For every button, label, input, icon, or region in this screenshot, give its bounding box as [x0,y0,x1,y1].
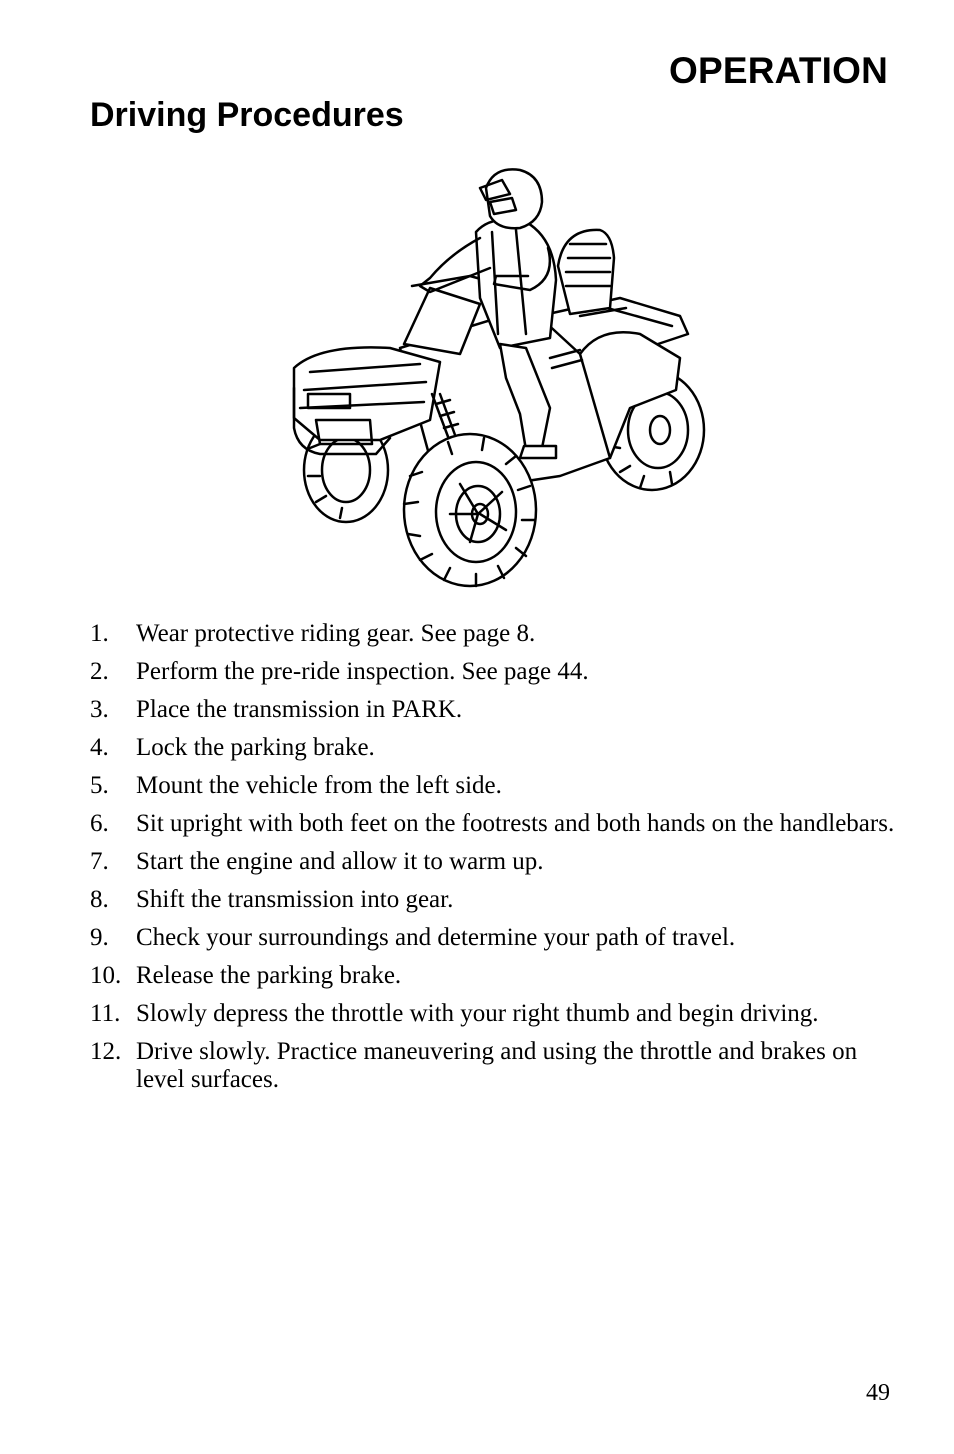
step-number: 8. [90,886,109,913]
front-near-wheel [404,434,536,586]
step-number: 12. [90,1038,122,1065]
step-number: 1. [90,620,109,647]
step-text: Sit upright with both feet on the footrests and both hands on the handlebars. [136,810,895,837]
atv-rider-illustration-icon [280,158,710,594]
list-item [90,658,910,686]
step-text: Slowly depress the throttle with your right thumb and begin driving. [136,1000,819,1027]
step-text: Perform the pre-ride inspection. See page 44. [136,658,589,685]
step-number: 3. [90,696,109,723]
step-number: 9. [90,924,109,951]
list-item [90,772,910,800]
step-text: Check your surroundings and determine your path of travel. [136,924,736,951]
step-text: Lock the parking brake. [136,734,375,761]
list-item [90,1000,910,1028]
page-number: 49 [866,1380,890,1406]
step-text: Mount the vehicle from the left side. [136,772,502,799]
list-item [90,924,910,952]
step-text: Place the transmission in PARK. [136,696,463,723]
step-number: 7. [90,848,109,875]
step-text: Wear protective riding gear. See page 8. [136,620,536,647]
step-number: 10. [90,962,122,989]
list-item [90,810,910,838]
list-item [90,734,910,762]
list-item [90,962,910,990]
list-item [90,620,910,648]
step-text: Release the parking brake. [136,962,402,989]
step-text: Shift the transmission into gear. [136,886,454,913]
step-number: 11. [90,1000,121,1027]
step-text: Start the engine and allow it to warm up. [136,848,544,875]
list-item [90,848,910,876]
list-item [90,1038,910,1094]
step-number: 4. [90,734,109,761]
step-number: 2. [90,658,109,685]
step-text: Drive slowly. Practice maneuvering and using the throttle and brakes on level surfaces. [136,1038,858,1093]
driving-steps-list [90,620,910,1104]
page-title: Driving Procedures [90,96,404,134]
list-item [90,696,910,724]
section-header: OPERATION [668,50,888,91]
list-item [90,886,910,914]
step-number: 5. [90,772,109,799]
step-number: 6. [90,810,109,837]
